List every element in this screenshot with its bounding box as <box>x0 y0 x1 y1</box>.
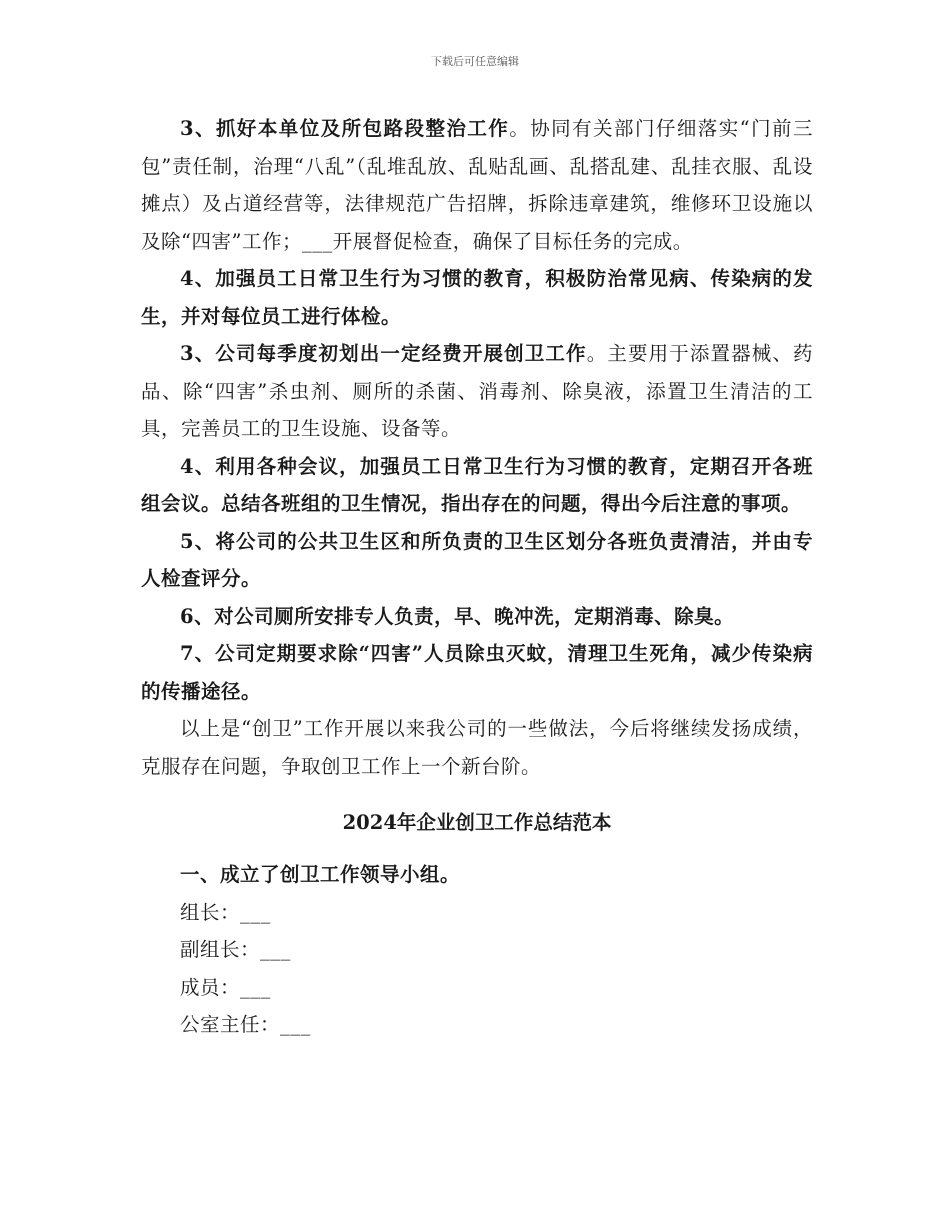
section-heading: 一、成立了创卫工作领导小组。 <box>180 863 461 886</box>
document-body <box>141 110 813 1044</box>
paragraph-lead: 6、对公司厕所安排专人负责，早、晚冲洗，定期消毒、除臭。 <box>180 604 735 628</box>
field-label: 组长： <box>180 900 241 924</box>
field-label: 成员： <box>180 975 241 999</box>
paragraph-lead: 3、公司每季度初划出一定经费开展创卫工作 <box>180 342 587 365</box>
field-label: 副组长： <box>180 938 261 961</box>
paragraph-body: 以上是“创卫”工作开展以来我公司的一些做法，今后将继续发扬成绩，克服存在问题，争取创卫工作上一个新台阶。 <box>141 717 813 778</box>
paragraph-lead: 7、公司定期要求除“四害”人员除虫灭蚊，清理卫生死角，减少传染病的传播途径。 <box>141 642 813 703</box>
paragraph-7 <box>141 635 813 710</box>
field-leader <box>141 894 813 932</box>
paragraph-body: 。协同有关部门仔细落实“门前三包”责任制，治理“八乱”（乱堆乱放、乱贴乱画、乱搭乱建、乱挂衣服、乱设摊点）及占道经营等，法律规范广告招牌，拆除违章建筑，维修环卫设施以及除“四害”工作；___开展督促检查，确保了目标任务的完成。 <box>141 117 813 253</box>
field-blank: ___ <box>240 975 271 999</box>
paragraph-5 <box>141 523 813 598</box>
field-office-director <box>141 1006 813 1044</box>
field-members <box>141 969 813 1007</box>
field-blank: ___ <box>280 1013 311 1036</box>
paragraph-4 <box>141 448 813 523</box>
field-label: 公室主任： <box>180 1013 281 1036</box>
field-deputy-leader <box>141 931 813 969</box>
field-blank: ___ <box>240 900 271 924</box>
paragraph-lead: 3、抓好本单位及所包路段整治工作 <box>180 117 510 140</box>
paragraph-2 <box>141 260 813 335</box>
paragraph-6 <box>141 598 813 636</box>
paragraph-lead: 5、将公司的公共卫生区和所负责的卫生区划分各班负责清洁，并由专人检查评分。 <box>141 529 813 590</box>
paragraph-1 <box>141 110 813 260</box>
paragraph-lead: 4、加强员工日常卫生行为习惯的教育，积极防治常见病、传染病的发生，并对每位员工进行体检。 <box>141 267 813 328</box>
paragraph-3 <box>141 335 813 448</box>
section-title: 2024年企业创卫工作总结范本 <box>342 811 612 834</box>
page-header-note: 下载后可任意编辑 <box>431 55 519 68</box>
paragraph-lead: 4、利用各种会议，加强员工日常卫生行为习惯的教育，定期召开各班组会议。总结各班组的卫生情况，指出存在的问题，得出今后注意的事项。 <box>141 454 813 515</box>
paragraph-body: 。主要用于添置器械、药品、除“四害”杀虫剂、厕所的杀菌、消毒剂、除臭液，添置卫生清洁的工具，完善员工的卫生设施、设备等。 <box>141 342 813 440</box>
field-blank: ___ <box>260 938 291 961</box>
paragraph-8 <box>141 710 813 785</box>
